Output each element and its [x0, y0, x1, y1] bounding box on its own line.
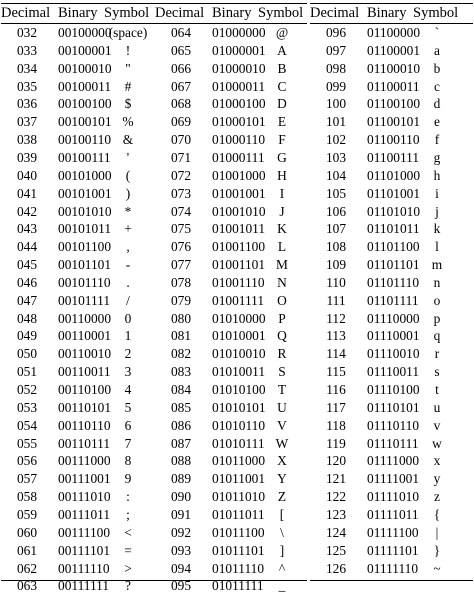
symbol-cell: 2 [124, 346, 132, 362]
decimal-cell: 102 [325, 132, 347, 148]
decimal-cell: 055 [16, 435, 38, 451]
symbol-cell: * [124, 203, 132, 219]
binary-cell: 00111000 [58, 453, 111, 469]
binary-cell: 01001111 [212, 292, 265, 308]
symbol-cell: 8 [124, 453, 132, 469]
symbol-cell: M [276, 257, 288, 273]
decimal-cell: 077 [170, 257, 192, 273]
symbol-cell: = [124, 542, 132, 558]
symbol-cell: R [277, 346, 287, 362]
binary-cell: 00101001 [58, 185, 112, 201]
symbol-cell: ~ [433, 560, 441, 576]
symbol-cell: n [433, 274, 441, 290]
decimal-cell: 042 [16, 203, 38, 219]
symbol-cell: $ [124, 96, 132, 112]
decimal-cell: 044 [16, 239, 38, 255]
decimal-cell: 086 [170, 417, 192, 433]
binary-cell: 01110111 [367, 435, 419, 451]
binary-cell: 00100001 [58, 42, 112, 58]
binary-cell: 01011001 [212, 471, 266, 487]
binary-cell: 01111001 [367, 471, 420, 487]
binary-cell: 01110000 [367, 310, 420, 326]
symbol-cell: : [126, 489, 130, 505]
symbol-cell: , [126, 239, 130, 255]
binary-cell: 00100100 [58, 96, 112, 112]
binary-cell: 01100100 [367, 96, 421, 112]
binary-cell: 01000110 [212, 132, 266, 148]
decimal-cell: 068 [170, 96, 192, 112]
symbol-cell: } [433, 542, 441, 558]
table-section-2 [155, 3, 307, 594]
symbol-cell: z [434, 489, 440, 505]
decimal-cell: 125 [325, 542, 347, 558]
decimal-cell: 065 [170, 42, 192, 58]
symbol-cell: m [431, 257, 443, 273]
binary-cell: 01011100 [212, 524, 265, 540]
binary-cell: 01110011 [367, 364, 420, 380]
symbol-cell: N [277, 274, 287, 290]
decimal-cell: 126 [325, 560, 347, 576]
binary-cell: 01101111 [367, 292, 419, 308]
decimal-cell: 074 [170, 203, 192, 219]
symbol-cell: s [434, 364, 440, 380]
decimal-cell: 123 [325, 506, 347, 522]
symbol-cell: A [277, 42, 287, 58]
binary-cell: 01010011 [212, 364, 266, 380]
binary-cell: 00101100 [58, 239, 112, 255]
binary-cell: 01100011 [367, 78, 420, 94]
decimal-cell: 089 [170, 471, 192, 487]
binary-cell: 00100111 [58, 149, 111, 165]
symbol-cell: < [124, 524, 132, 540]
symbol-cell: % [122, 114, 134, 130]
decimal-cell: 062 [16, 560, 38, 576]
symbol-cell: F [278, 132, 286, 148]
symbol-cell: C [277, 78, 287, 94]
symbol-cell: ' [126, 149, 130, 165]
decimal-cell: 100 [325, 96, 347, 112]
symbol-cell: G [277, 149, 287, 165]
decimal-cell: 079 [170, 292, 192, 308]
decimal-cell: 116 [326, 382, 346, 397]
symbol-cell: . [126, 274, 130, 290]
header-symbol: Symbol [258, 5, 304, 21]
decimal-cell: 122 [325, 489, 347, 505]
binary-cell: 00110000 [58, 310, 112, 326]
decimal-cell: 048 [16, 310, 38, 326]
decimal-cell: 050 [16, 346, 38, 362]
symbol-cell: 3 [124, 364, 132, 380]
symbol-cell: a [434, 42, 440, 58]
symbol-cell: ? [125, 578, 131, 594]
binary-cell: 01011011 [212, 506, 265, 522]
symbol-cell: b [433, 60, 441, 76]
binary-cell: 01010110 [212, 417, 266, 433]
decimal-cell: 103 [325, 149, 347, 165]
binary-cell: 01111000 [367, 453, 420, 469]
decimal-cell: 112 [326, 310, 346, 326]
header-binary: Binary [212, 5, 252, 21]
symbol-cell: ] [279, 542, 285, 558]
symbol-cell: B [277, 60, 287, 76]
binary-cell: 00111100 [58, 524, 111, 540]
decimal-cell: 061 [16, 542, 38, 558]
binary-cell: 01000010 [212, 60, 266, 76]
decimal-cell: 080 [170, 310, 192, 326]
symbol-cell: v [433, 417, 441, 433]
decimal-cell: 096 [325, 25, 347, 40]
binary-cell: 01100010 [367, 60, 421, 76]
decimal-cell: 036 [16, 96, 38, 112]
decimal-cell: 083 [170, 364, 192, 380]
binary-cell: 01100000 [367, 25, 421, 40]
symbol-cell: O [277, 292, 287, 308]
decimal-cell: 108 [325, 239, 347, 255]
decimal-cell: 084 [170, 382, 192, 397]
binary-cell: 00110100 [58, 382, 112, 397]
symbol-cell: U [277, 399, 287, 415]
symbol-cell: D [277, 96, 287, 112]
binary-cell: 01011010 [212, 489, 266, 505]
symbol-cell: J [279, 203, 285, 219]
decimal-cell: 056 [16, 453, 38, 469]
binary-cell: 01110101 [367, 399, 420, 415]
binary-cell: 01100110 [367, 132, 420, 148]
binary-cell: 00111010 [58, 489, 111, 505]
header-symbol: Symbol [104, 5, 150, 21]
binary-cell: 00110110 [58, 417, 111, 433]
symbol-cell: i [435, 185, 439, 201]
symbol-cell: l [435, 239, 439, 255]
decimal-cell: 121 [325, 471, 347, 487]
binary-cell: 00100011 [58, 78, 112, 94]
binary-cell: 01110010 [367, 346, 420, 362]
decimal-cell: 114 [326, 346, 346, 362]
binary-cell: 01000100 [212, 96, 266, 112]
binary-cell: 01001100 [212, 239, 266, 255]
binary-cell: 01111101 [367, 542, 419, 558]
symbol-cell: 9 [124, 471, 132, 487]
decimal-cell: 060 [16, 524, 38, 540]
symbol-cell: W [275, 435, 289, 451]
binary-cell: 01011111 [212, 578, 264, 594]
binary-cell: 01011110 [212, 560, 265, 576]
symbol-cell: 1 [124, 328, 132, 344]
symbol-cell: K [277, 221, 287, 237]
symbol-cell: ` [434, 25, 440, 40]
symbol-cell: Q [277, 328, 287, 344]
symbol-cell: d [433, 96, 441, 112]
symbol-cell: x [433, 453, 441, 469]
binary-cell: 01101010 [367, 203, 421, 219]
decimal-cell: 118 [326, 417, 346, 433]
symbol-cell: " [125, 60, 131, 76]
decimal-cell: 119 [326, 435, 346, 451]
decimal-cell: 067 [170, 78, 192, 94]
decimal-cell: 113 [326, 328, 346, 344]
binary-cell: 00101101 [58, 257, 112, 273]
binary-cell: 00111111 [58, 578, 110, 594]
symbol-cell: V [277, 417, 287, 433]
binary-cell: 00111110 [58, 560, 110, 576]
decimal-cell: 087 [170, 435, 192, 451]
decimal-cell: 082 [170, 346, 192, 362]
decimal-cell: 097 [325, 42, 347, 58]
decimal-cell: 098 [325, 60, 347, 76]
decimal-cell: 117 [326, 399, 346, 415]
decimal-cell: 109 [325, 257, 347, 273]
decimal-cell: 040 [16, 167, 38, 183]
decimal-cell: 085 [170, 399, 192, 415]
symbol-cell: + [124, 221, 132, 237]
symbol-cell: f [434, 132, 440, 148]
decimal-cell: 057 [16, 471, 38, 487]
decimal-cell: 045 [16, 257, 38, 273]
decimal-cell: 093 [170, 542, 192, 558]
binary-cell: 01001001 [212, 185, 266, 201]
binary-cell: 00111011 [58, 506, 111, 522]
binary-cell: 01000000 [212, 25, 266, 40]
header-binary: Binary [58, 5, 98, 21]
binary-cell: 01111110 [367, 560, 419, 576]
symbol-cell: w [432, 435, 442, 451]
binary-cell: 01101001 [367, 185, 421, 201]
symbol-cell: # [124, 78, 132, 94]
table-section-3 [310, 3, 473, 581]
symbol-cell: (space) [108, 25, 148, 40]
decimal-cell: 091 [170, 506, 192, 522]
decimal-cell: 066 [170, 60, 192, 76]
decimal-cell: 038 [16, 132, 38, 148]
symbol-cell: t [435, 382, 439, 397]
decimal-cell: 039 [16, 149, 38, 165]
symbol-cell: k [433, 221, 441, 237]
decimal-cell: 047 [16, 292, 38, 308]
decimal-cell: 059 [16, 506, 38, 522]
binary-cell: 01010010 [212, 346, 266, 362]
decimal-cell: 051 [16, 364, 38, 380]
symbol-cell: Y [277, 471, 287, 487]
binary-cell: 00110111 [58, 435, 111, 451]
binary-cell: 00100000 [58, 25, 112, 40]
binary-cell: 01001101 [212, 257, 266, 273]
binary-cell: 01101011 [367, 221, 420, 237]
decimal-cell: 052 [16, 382, 38, 397]
symbol-cell: ; [126, 506, 130, 522]
binary-cell: 01001011 [212, 221, 266, 237]
decimal-cell: 054 [16, 417, 38, 433]
header-decimal: Decimal [155, 5, 205, 21]
symbol-cell: - [125, 257, 131, 273]
binary-cell: 00110011 [58, 364, 111, 380]
symbol-cell: ^ [278, 560, 286, 576]
symbol-cell: y [433, 471, 441, 487]
binary-cell: 01101101 [367, 257, 420, 273]
decimal-cell: 092 [170, 524, 192, 540]
table-section-1 [1, 3, 155, 594]
binary-cell: 01101110 [367, 274, 420, 290]
binary-cell: 01001000 [212, 167, 266, 183]
binary-cell: 01111011 [367, 506, 419, 522]
decimal-cell: 106 [325, 203, 347, 219]
binary-cell: 00100110 [58, 132, 112, 148]
binary-cell: 01010101 [212, 399, 266, 415]
symbol-cell: 0 [124, 310, 132, 326]
decimal-cell: 111 [326, 292, 346, 308]
symbol-cell: ( [125, 167, 131, 183]
decimal-cell: 099 [325, 78, 347, 94]
decimal-cell: 110 [326, 274, 346, 290]
binary-cell: 01101100 [367, 239, 420, 255]
decimal-cell: 063 [16, 578, 38, 594]
symbol-cell: { [433, 506, 441, 522]
binary-cell: 01101000 [367, 167, 421, 183]
header-decimal: Decimal [310, 5, 360, 21]
symbol-cell: T [277, 382, 287, 397]
decimal-cell: 070 [170, 132, 192, 148]
binary-cell: 00101010 [58, 203, 112, 219]
symbol-cell: S [278, 364, 286, 380]
symbol-cell: / [126, 292, 130, 308]
decimal-cell: 043 [16, 221, 38, 237]
symbol-cell: c [434, 78, 440, 94]
binary-cell: 01000111 [212, 149, 265, 165]
binary-cell: 01100101 [367, 114, 421, 130]
symbol-cell: _ [278, 578, 286, 594]
decimal-cell: 073 [170, 185, 192, 201]
symbol-cell: I [279, 185, 285, 201]
header-symbol: Symbol [413, 5, 459, 21]
binary-cell: 00101111 [58, 292, 111, 308]
symbol-cell: P [278, 310, 286, 326]
decimal-cell: 076 [170, 239, 192, 255]
symbol-cell: h [433, 167, 441, 183]
decimal-cell: 071 [170, 149, 192, 165]
binary-cell: 00111101 [58, 542, 111, 558]
symbol-cell: j [435, 203, 439, 219]
binary-cell: 00101110 [58, 274, 111, 290]
binary-cell: 00110101 [58, 399, 112, 415]
header-binary: Binary [367, 5, 407, 21]
symbol-cell: 4 [124, 382, 132, 397]
binary-cell: 00110010 [58, 346, 112, 362]
binary-cell: 01001010 [212, 203, 266, 219]
symbol-cell: L [277, 239, 287, 255]
decimal-cell: 037 [16, 114, 38, 130]
binary-cell: 01110001 [367, 328, 420, 344]
ascii-table [1, 3, 473, 594]
binary-cell: 01010000 [212, 310, 266, 326]
binary-cell: 01100001 [367, 42, 421, 58]
decimal-cell: 053 [16, 399, 38, 415]
decimal-cell: 090 [170, 489, 192, 505]
binary-cell: 01011000 [212, 453, 266, 469]
decimal-cell: 104 [325, 167, 347, 183]
decimal-cell: 105 [325, 185, 347, 201]
decimal-cell: 120 [325, 453, 347, 469]
symbol-cell: ) [125, 185, 131, 201]
binary-cell: 01010001 [212, 328, 266, 344]
decimal-cell: 049 [16, 328, 38, 344]
binary-cell: 01111100 [367, 524, 419, 540]
symbol-cell: E [277, 114, 287, 130]
binary-cell: 01110110 [367, 417, 420, 433]
decimal-cell: 075 [170, 221, 192, 237]
binary-cell: 01011101 [212, 542, 265, 558]
binary-cell: 00101000 [58, 167, 112, 183]
binary-cell: 00111001 [58, 471, 111, 487]
symbol-cell: | [435, 524, 439, 540]
decimal-cell: 081 [170, 328, 192, 344]
symbol-cell: & [122, 132, 134, 148]
decimal-cell: 033 [16, 42, 38, 58]
decimal-cell: 088 [170, 453, 192, 469]
symbol-cell: \ [280, 524, 284, 540]
decimal-cell: 041 [16, 185, 38, 201]
symbol-cell: e [434, 114, 440, 130]
symbol-cell: Z [277, 489, 287, 505]
decimal-cell: 115 [326, 364, 346, 380]
binary-cell: 00100101 [58, 114, 112, 130]
decimal-cell: 034 [16, 60, 38, 76]
binary-cell: 01000001 [212, 42, 266, 58]
symbol-cell: 5 [124, 399, 132, 415]
symbol-cell: g [433, 149, 441, 165]
symbol-cell: @ [275, 25, 289, 40]
binary-cell: 01000101 [212, 114, 266, 130]
decimal-cell: 072 [170, 167, 192, 183]
decimal-cell: 107 [325, 221, 347, 237]
symbol-cell: r [434, 346, 440, 362]
decimal-cell: 064 [170, 25, 192, 40]
bottom-rule [310, 580, 473, 581]
binary-cell: 00101011 [58, 221, 112, 237]
symbol-cell: ! [125, 42, 131, 58]
symbol-cell: X [277, 453, 287, 469]
binary-cell: 01010111 [212, 435, 265, 451]
symbol-cell: [ [279, 506, 285, 522]
decimal-cell: 035 [16, 78, 38, 94]
binary-cell: 01110100 [367, 382, 420, 397]
symbol-cell: o [433, 292, 441, 308]
symbol-cell: q [433, 328, 441, 344]
header-decimal: Decimal [1, 5, 51, 21]
symbol-cell: > [124, 560, 132, 576]
symbol-cell: p [433, 310, 441, 326]
binary-cell: 01001110 [212, 274, 265, 290]
decimal-cell: 058 [16, 489, 38, 505]
binary-cell: 01111010 [367, 489, 420, 505]
decimal-cell: 095 [170, 578, 192, 594]
symbol-cell: 7 [124, 435, 132, 451]
binary-cell: 01100111 [367, 149, 420, 165]
decimal-cell: 078 [170, 274, 192, 290]
binary-cell: 01000011 [212, 78, 266, 94]
binary-cell: 01010100 [212, 382, 266, 397]
decimal-cell: 046 [16, 274, 38, 290]
decimal-cell: 069 [170, 114, 192, 130]
decimal-cell: 032 [16, 25, 38, 40]
binary-cell: 00110001 [58, 328, 112, 344]
decimal-cell: 094 [170, 560, 192, 576]
symbol-cell: u [433, 399, 441, 415]
decimal-cell: 101 [325, 114, 347, 130]
symbol-cell: 6 [124, 417, 132, 433]
symbol-cell: H [277, 167, 287, 183]
binary-cell: 00100010 [58, 60, 112, 76]
decimal-cell: 124 [325, 524, 347, 540]
